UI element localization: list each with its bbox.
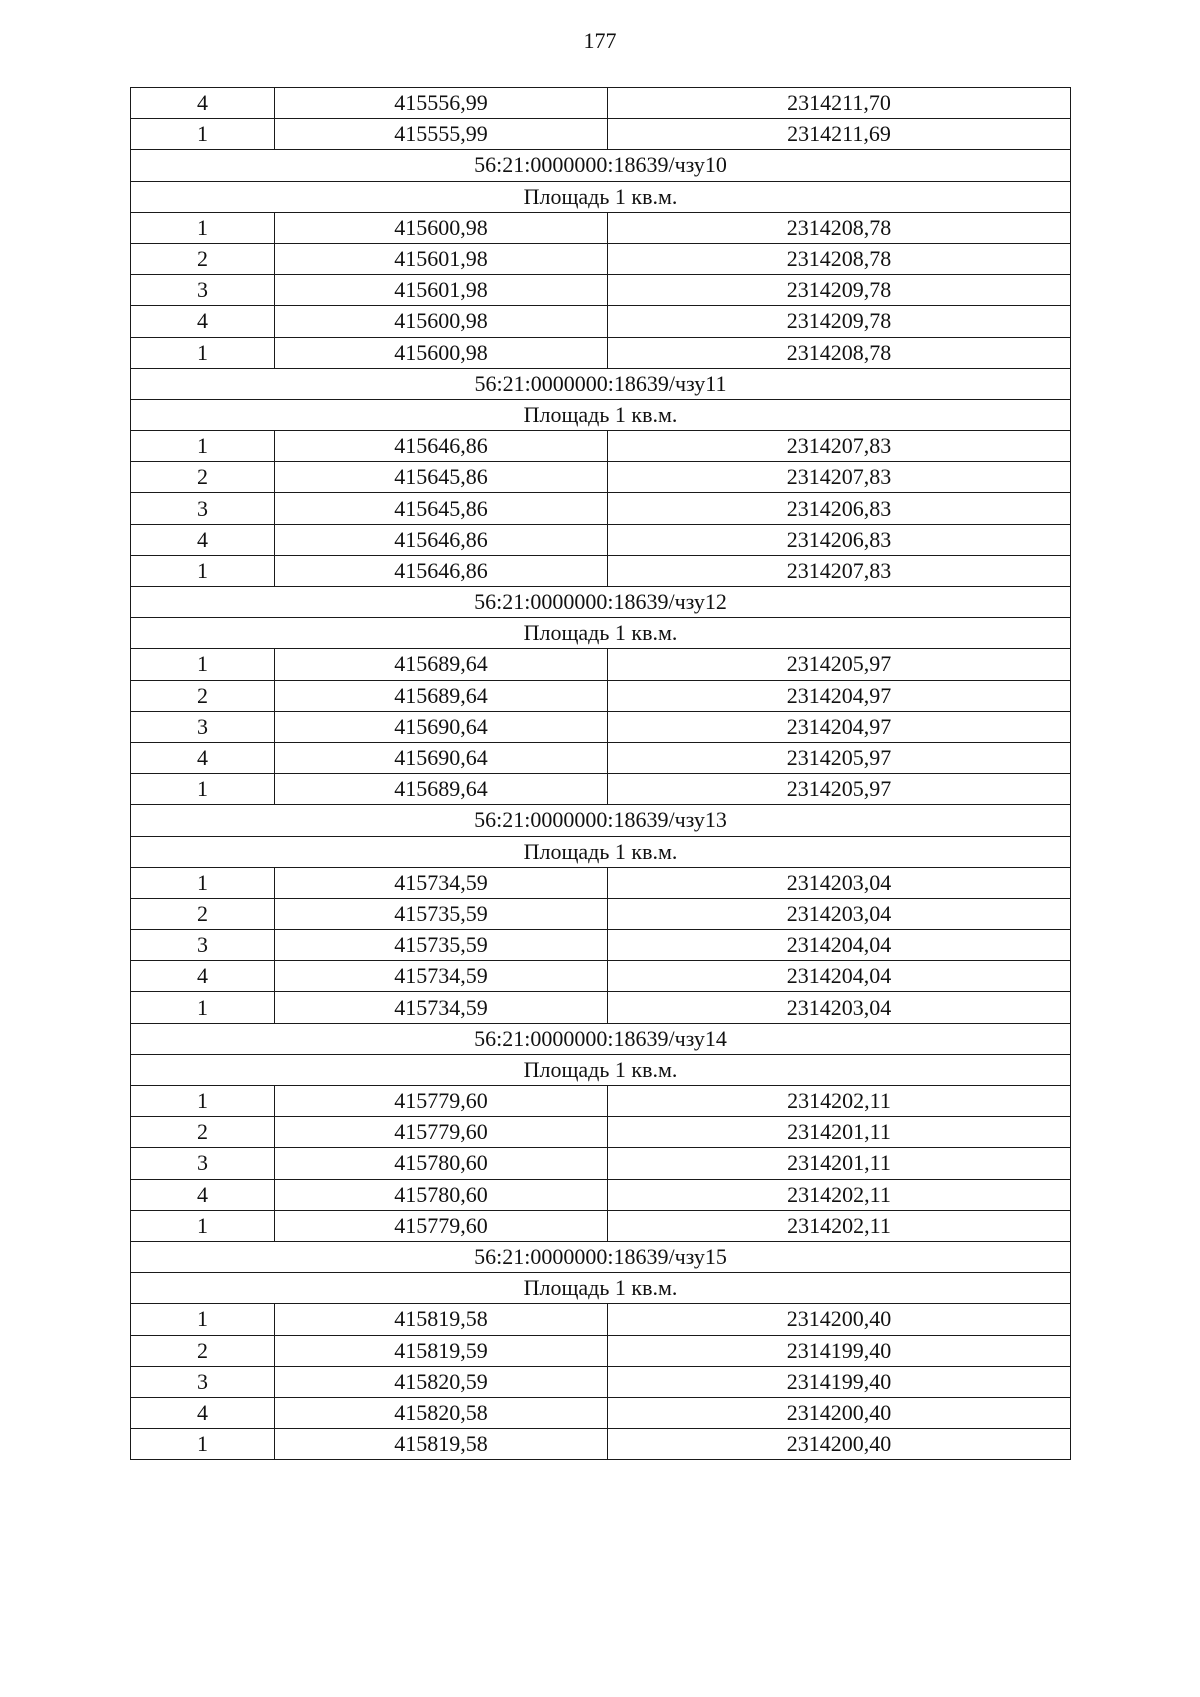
- parcel-cadastral-number: 56:21:0000000:18639/чзу10: [131, 150, 1071, 181]
- y-coordinate-cell: 2314211,69: [608, 119, 1071, 150]
- parcel-header-row: [131, 150, 1071, 181]
- x-coordinate-cell: 415780,60: [275, 1179, 608, 1210]
- y-coordinate-cell: 2314209,78: [608, 306, 1071, 337]
- x-coordinate-cell: 415689,64: [275, 774, 608, 805]
- point-number-cell: 4: [131, 1179, 275, 1210]
- table-row: [131, 431, 1071, 462]
- y-coordinate-cell: 2314204,04: [608, 961, 1071, 992]
- y-coordinate-cell: 2314202,11: [608, 1179, 1071, 1210]
- table-row: [131, 306, 1071, 337]
- y-coordinate-cell: 2314207,83: [608, 431, 1071, 462]
- table-row: [131, 742, 1071, 773]
- point-number-cell: 1: [131, 1304, 275, 1335]
- y-coordinate-cell: 2314206,83: [608, 524, 1071, 555]
- table-row: [131, 867, 1071, 898]
- x-coordinate-cell: 415601,98: [275, 275, 608, 306]
- table-row: [131, 1210, 1071, 1241]
- area-row: [131, 1273, 1071, 1304]
- point-number-cell: 1: [131, 867, 275, 898]
- parcel-cadastral-number: 56:21:0000000:18639/чзу11: [131, 368, 1071, 399]
- y-coordinate-cell: 2314201,11: [608, 1148, 1071, 1179]
- table-row: [131, 1397, 1071, 1428]
- y-coordinate-cell: 2314204,97: [608, 680, 1071, 711]
- table-row: [131, 649, 1071, 680]
- x-coordinate-cell: 415646,86: [275, 524, 608, 555]
- y-coordinate-cell: 2314208,78: [608, 337, 1071, 368]
- table-row: [131, 961, 1071, 992]
- x-coordinate-cell: 415600,98: [275, 306, 608, 337]
- x-coordinate-cell: 415820,59: [275, 1366, 608, 1397]
- x-coordinate-cell: 415734,59: [275, 961, 608, 992]
- parcel-header-row: [131, 1241, 1071, 1272]
- point-number-cell: 4: [131, 88, 275, 119]
- table-row: [131, 462, 1071, 493]
- y-coordinate-cell: 2314207,83: [608, 462, 1071, 493]
- y-coordinate-cell: 2314208,78: [608, 243, 1071, 274]
- y-coordinate-cell: 2314203,04: [608, 898, 1071, 929]
- table-row: [131, 493, 1071, 524]
- y-coordinate-cell: 2314207,83: [608, 555, 1071, 586]
- table-row: [131, 1179, 1071, 1210]
- point-number-cell: 3: [131, 1148, 275, 1179]
- table-row: [131, 212, 1071, 243]
- parcel-header-row: [131, 587, 1071, 618]
- x-coordinate-cell: 415779,60: [275, 1117, 608, 1148]
- y-coordinate-cell: 2314202,11: [608, 1086, 1071, 1117]
- x-coordinate-cell: 415735,59: [275, 930, 608, 961]
- table-row: [131, 774, 1071, 805]
- point-number-cell: 4: [131, 524, 275, 555]
- y-coordinate-cell: 2314209,78: [608, 275, 1071, 306]
- page-number: 177: [583, 28, 617, 53]
- point-number-cell: 1: [131, 1429, 275, 1460]
- point-number-cell: 2: [131, 243, 275, 274]
- area-row: [131, 399, 1071, 430]
- parcel-cadastral-number: 56:21:0000000:18639/чзу13: [131, 805, 1071, 836]
- x-coordinate-cell: 415734,59: [275, 992, 608, 1023]
- point-number-cell: 4: [131, 306, 275, 337]
- x-coordinate-cell: 415779,60: [275, 1210, 608, 1241]
- y-coordinate-cell: 2314203,04: [608, 867, 1071, 898]
- x-coordinate-cell: 415600,98: [275, 212, 608, 243]
- point-number-cell: 2: [131, 680, 275, 711]
- area-label: Площадь 1 кв.м.: [131, 1273, 1071, 1304]
- point-number-cell: 2: [131, 1335, 275, 1366]
- table-row: [131, 119, 1071, 150]
- table-row: [131, 930, 1071, 961]
- point-number-cell: 1: [131, 119, 275, 150]
- coordinates-table-body: [131, 88, 1071, 1460]
- point-number-cell: 4: [131, 742, 275, 773]
- table-row: [131, 524, 1071, 555]
- point-number-cell: 1: [131, 649, 275, 680]
- table-row: [131, 680, 1071, 711]
- x-coordinate-cell: 415600,98: [275, 337, 608, 368]
- coordinates-table: [130, 87, 1071, 1460]
- table-row: [131, 1086, 1071, 1117]
- x-coordinate-cell: 415601,98: [275, 243, 608, 274]
- area-label: Площадь 1 кв.м.: [131, 399, 1071, 430]
- table-row: [131, 1429, 1071, 1460]
- y-coordinate-cell: 2314201,11: [608, 1117, 1071, 1148]
- x-coordinate-cell: 415690,64: [275, 711, 608, 742]
- point-number-cell: 4: [131, 961, 275, 992]
- point-number-cell: 2: [131, 898, 275, 929]
- point-number-cell: 3: [131, 711, 275, 742]
- y-coordinate-cell: 2314199,40: [608, 1366, 1071, 1397]
- parcel-header-row: [131, 1023, 1071, 1054]
- table-row: [131, 992, 1071, 1023]
- area-label: Площадь 1 кв.м.: [131, 1054, 1071, 1085]
- area-row: [131, 181, 1071, 212]
- y-coordinate-cell: 2314199,40: [608, 1335, 1071, 1366]
- parcel-cadastral-number: 56:21:0000000:18639/чзу12: [131, 587, 1071, 618]
- x-coordinate-cell: 415820,58: [275, 1397, 608, 1428]
- table-row: [131, 88, 1071, 119]
- parcel-cadastral-number: 56:21:0000000:18639/чзу14: [131, 1023, 1071, 1054]
- y-coordinate-cell: 2314208,78: [608, 212, 1071, 243]
- x-coordinate-cell: 415645,86: [275, 462, 608, 493]
- x-coordinate-cell: 415734,59: [275, 867, 608, 898]
- table-row: [131, 1117, 1071, 1148]
- x-coordinate-cell: 415819,58: [275, 1429, 608, 1460]
- table-row: [131, 1335, 1071, 1366]
- point-number-cell: 1: [131, 1210, 275, 1241]
- x-coordinate-cell: 415819,59: [275, 1335, 608, 1366]
- x-coordinate-cell: 415819,58: [275, 1304, 608, 1335]
- x-coordinate-cell: 415689,64: [275, 680, 608, 711]
- table-row: [131, 898, 1071, 929]
- y-coordinate-cell: 2314205,97: [608, 742, 1071, 773]
- point-number-cell: 1: [131, 992, 275, 1023]
- point-number-cell: 2: [131, 462, 275, 493]
- point-number-cell: 3: [131, 275, 275, 306]
- x-coordinate-cell: 415689,64: [275, 649, 608, 680]
- area-label: Площадь 1 кв.м.: [131, 618, 1071, 649]
- point-number-cell: 4: [131, 1397, 275, 1428]
- point-number-cell: 1: [131, 774, 275, 805]
- y-coordinate-cell: 2314206,83: [608, 493, 1071, 524]
- table-row: [131, 555, 1071, 586]
- table-row: [131, 243, 1071, 274]
- parcel-cadastral-number: 56:21:0000000:18639/чзу15: [131, 1241, 1071, 1272]
- area-row: [131, 836, 1071, 867]
- table-row: [131, 1366, 1071, 1397]
- area-row: [131, 618, 1071, 649]
- point-number-cell: 3: [131, 493, 275, 524]
- point-number-cell: 1: [131, 1086, 275, 1117]
- x-coordinate-cell: 415690,64: [275, 742, 608, 773]
- x-coordinate-cell: 415646,86: [275, 431, 608, 462]
- y-coordinate-cell: 2314211,70: [608, 88, 1071, 119]
- area-label: Площадь 1 кв.м.: [131, 836, 1071, 867]
- y-coordinate-cell: 2314204,97: [608, 711, 1071, 742]
- table-row: [131, 337, 1071, 368]
- point-number-cell: 1: [131, 555, 275, 586]
- point-number-cell: 1: [131, 212, 275, 243]
- x-coordinate-cell: 415779,60: [275, 1086, 608, 1117]
- y-coordinate-cell: 2314204,04: [608, 930, 1071, 961]
- point-number-cell: 2: [131, 1117, 275, 1148]
- y-coordinate-cell: 2314203,04: [608, 992, 1071, 1023]
- table-row: [131, 1148, 1071, 1179]
- area-label: Площадь 1 кв.м.: [131, 181, 1071, 212]
- y-coordinate-cell: 2314200,40: [608, 1397, 1071, 1428]
- y-coordinate-cell: 2314200,40: [608, 1304, 1071, 1335]
- area-row: [131, 1054, 1071, 1085]
- table-row: [131, 711, 1071, 742]
- x-coordinate-cell: 415556,99: [275, 88, 608, 119]
- point-number-cell: 3: [131, 930, 275, 961]
- x-coordinate-cell: 415735,59: [275, 898, 608, 929]
- x-coordinate-cell: 415645,86: [275, 493, 608, 524]
- point-number-cell: 1: [131, 337, 275, 368]
- y-coordinate-cell: 2314202,11: [608, 1210, 1071, 1241]
- parcel-header-row: [131, 368, 1071, 399]
- y-coordinate-cell: 2314205,97: [608, 649, 1071, 680]
- x-coordinate-cell: 415555,99: [275, 119, 608, 150]
- table-row: [131, 275, 1071, 306]
- parcel-header-row: [131, 805, 1071, 836]
- x-coordinate-cell: 415646,86: [275, 555, 608, 586]
- y-coordinate-cell: 2314200,40: [608, 1429, 1071, 1460]
- point-number-cell: 3: [131, 1366, 275, 1397]
- point-number-cell: 1: [131, 431, 275, 462]
- table-row: [131, 1304, 1071, 1335]
- x-coordinate-cell: 415780,60: [275, 1148, 608, 1179]
- y-coordinate-cell: 2314205,97: [608, 774, 1071, 805]
